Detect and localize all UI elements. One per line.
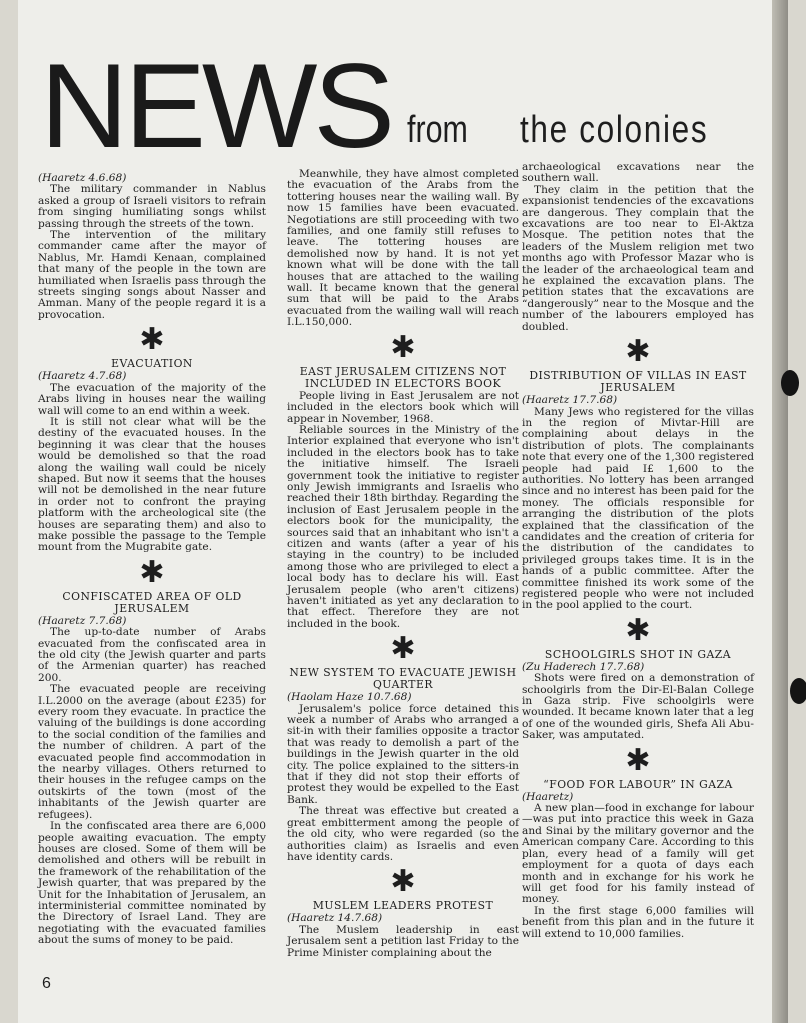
article-paragraph: They claim in the petition that the expansionist tendencies of the excavations are dangerous. They complain that the excavations are too near to El-Aktza Mosque. The petition notes that the leaders of the Muslem religion met two months ago with Professor Mazar who is the leader of the archaeological team and he explained the excavation plans. The petition states that the excavations are “dangerously” near to the Mosque and the number of the labourers employed has doubled. [522, 183, 754, 333]
article-heading: CONFISCATED AREA OF OLD JERUSALEM [62, 589, 242, 615]
article-source: (Haolam Haze 10.7.68) [287, 691, 412, 704]
page-number: 6 [42, 975, 51, 992]
asterisk-divider-icon: ✱ [625, 742, 651, 778]
article-paragraph: Jerusalem's police force detained this week a number of Arabs who arranged a sit-in with their families opposite a tractor that was ready to demolish a part of the buildings in the Jewish quarter in the old city. The police explained to the sitters-in that if they did not stop their efforts of protest they would be expelled to the East Bank. [287, 702, 519, 806]
column-3 [522, 162, 754, 940]
asterisk-divider-icon: ✱ [625, 334, 651, 370]
article-paragraph: The intervention of the military commander came after the mayor of Nablus, Mr. Hamdi Kenaan, complained that many of the people in the town are humiliated when Israelis pass through the streets singing songs about Nasser and Amman. Many of the people regard it is a provocation. [38, 229, 266, 321]
article-paragraph: The evacuation of the majority of the Arabs living in houses near the wailing wall will come to an end within a week. [38, 381, 266, 417]
article-paragraph: The Muslem leadership in east Jerusalem sent a petition last Friday to the Prime Minister complaining about the [287, 923, 519, 959]
article-heading: “FOOD FOR LABOUR” IN GAZA [543, 777, 733, 791]
article-paragraph: In the first stage 6,000 families will benefit from this plan and in the future it will extend to 10,000 families. [522, 904, 754, 940]
asterisk-divider-icon: ✱ [139, 322, 165, 358]
article-source: (Haaretz 14.7.68) [287, 912, 383, 925]
article-heading: EAST JERUSALEM CITIZENS NOT INCLUDED IN ELECTORS BOOK [299, 364, 507, 390]
asterisk-divider-icon: ✱ [390, 864, 416, 900]
article-paragraph: In the confiscated area there are 6,000 people awaiting evacuation. The empty houses are closed. Some of them will be demolished and others will be rebuilt in the framework of the rehabilitation of the Jewish quarter, that was prepared by the Unit for the Inhabitation of Jerusalem, an interministerial committee nominated by the Directory of Israel Land. They are negotiating with the evacuated families about the sums of money to be paid. [38, 820, 266, 947]
article-paragraph: Shots were fired on a demonstration of schoolgirls from the Dir-El-Balan College in Gaza strip. Five schoolgirls were wounded. It became known later that a leg of one of the wounded girls, Shefa Ali Abu-Saker, was amputated. [522, 672, 754, 742]
asterisk-divider-icon: ✱ [390, 631, 416, 667]
article-source: (Haaretz 7.7.68) [38, 614, 127, 627]
article-source: (Zu Haderech 17.7.68) [522, 660, 645, 673]
binder-hole [790, 678, 806, 704]
asterisk-divider-icon: ✱ [390, 329, 416, 365]
column-2 [287, 169, 519, 959]
masthead-news: NEWS [40, 39, 391, 173]
article-source: (Haaretz 4.7.68) [38, 370, 127, 383]
article-source: (Haaretz) [522, 790, 574, 803]
article-source: (Haaretz 4.6.68) [38, 172, 127, 184]
article-heading: EVACUATION [111, 357, 193, 371]
binder-hole [781, 370, 799, 396]
article-source: (Haaretz 17.7.68) [522, 394, 618, 407]
article-paragraph: People living in East Jerusalem are not included in the electors book which will appear in November, 1968. [287, 389, 519, 425]
article-paragraph: Reliable sources in the Ministry of the Interior explained that everyone who isn't included in the electors book has to take the initiative himself. The Israeli government took the initiative to register only Jewish immigrants and Israelis who reached their 18th birthday. Regarding the inclusion of East Jerusalem people in the electors book for the municipality, the sources said that an inhabitant who isn't a citizen and wants (after a year of his staying in the country) to be included among those who are privileged to elect a local body has to declare his will. East Jerusalem people (who aren't citizens) haven't initiated as yet any declaration to that effect. Therefore they are not included in the book. [287, 423, 519, 630]
article-paragraph: The military commander in Nablus asked a group of Israeli visitors to refrain from singing humiliating songs whilst passing through the streets of the town. [38, 183, 266, 230]
article-paragraph: The evacuated people are receiving I.L.2000 on the average (about £235) for every room they evacuate. In practice the valuing of the buildings is done according to the social condition of the families and the number of children. A part of the evacuated people find accommodation in the nearby villages. Others returned to their houses in the refugee camps on the outskirts of the town (most of the inhabitants of the Jewish quarter are refugees). [38, 683, 266, 821]
article-paragraph: It is still not clear what will be the destiny of the evacuated houses. In the beginning it was clear that the houses would be demolished so that the road along the wailing wall could be nicely shaped. But now it seems that the houses will not be demolished in the near future in order not to confront the praying platform with the archeological site (the houses are separating them) and also to make possible the passage to the Temple mount from the Mugrabite gate. [38, 415, 266, 554]
column-1 [38, 173, 266, 947]
masthead-from: from [407, 109, 468, 151]
article-paragraph: The up-to-date number of Arabs evacuated from the confiscated area in the old city (the Jewish quarter and parts of the Armenian quarter) has reached 200. [38, 626, 266, 684]
article-paragraph: archaeological excavations near the southern wall. [522, 161, 754, 185]
masthead-colonies: the colonies [520, 109, 709, 151]
article-paragraph: Meanwhile, they have almost completed the evacuation of the Arabs from the tottering houses near the wailing wall. By now 15 families have been evacuated. Negotiations are still proceeding with two families, and one family still refuses to leave. The tottering houses are demolished now by hand. It is not yet known what will be done with the tall houses that are attached to the wailing wall. It became known that the general sum that will be paid to the Arabs evacuated from the wailing wall will reach I.L.150,000. [287, 168, 519, 329]
article-paragraph: Many Jews who registered for the villas in the region of Mivtar-Hill are complaining about delays in the distribution of plots. The complainants note that every one of the 1,300 registered people had paid I£ 1,600 to the authorities. No lottery has been arranged since and no interest has been paid for the money. The officials responsible for arranging the distribution of the plots explained that the classification of the candidates and the creation of criteria for the distribution of the candidates to privileged groups takes time. It is in the hands of a public committee. After the committee finished its work some of the registered people who were not included in the pool applied to the court. [522, 405, 754, 612]
article-paragraph: A new plan—food in exchange for labour—was put into practice this week in Gaza and Sinai by the military governor and the American company Care. According to this plan, every head of a family will get employment for a quota of days each month and in exchange for his work he will get food for his family instead of money. [522, 802, 754, 906]
article-heading: DISTRIBUTION OF VILLAS IN EAST JERUSALEM [529, 369, 747, 395]
asterisk-divider-icon: ✱ [625, 612, 651, 648]
article-heading: NEW SYSTEM TO EVACUATE JEWISH QUARTER [289, 666, 517, 692]
article-heading: SCHOOLGIRLS SHOT IN GAZA [544, 647, 732, 661]
article-heading: MUSLEM LEADERS PROTEST [312, 899, 494, 913]
asterisk-divider-icon: ✱ [139, 554, 165, 590]
article-paragraph: The threat was effective but created a great embitterment among the people of the old city, who were regarded (so the authorities claim) as Israelis and even have identity cards. [287, 805, 519, 863]
